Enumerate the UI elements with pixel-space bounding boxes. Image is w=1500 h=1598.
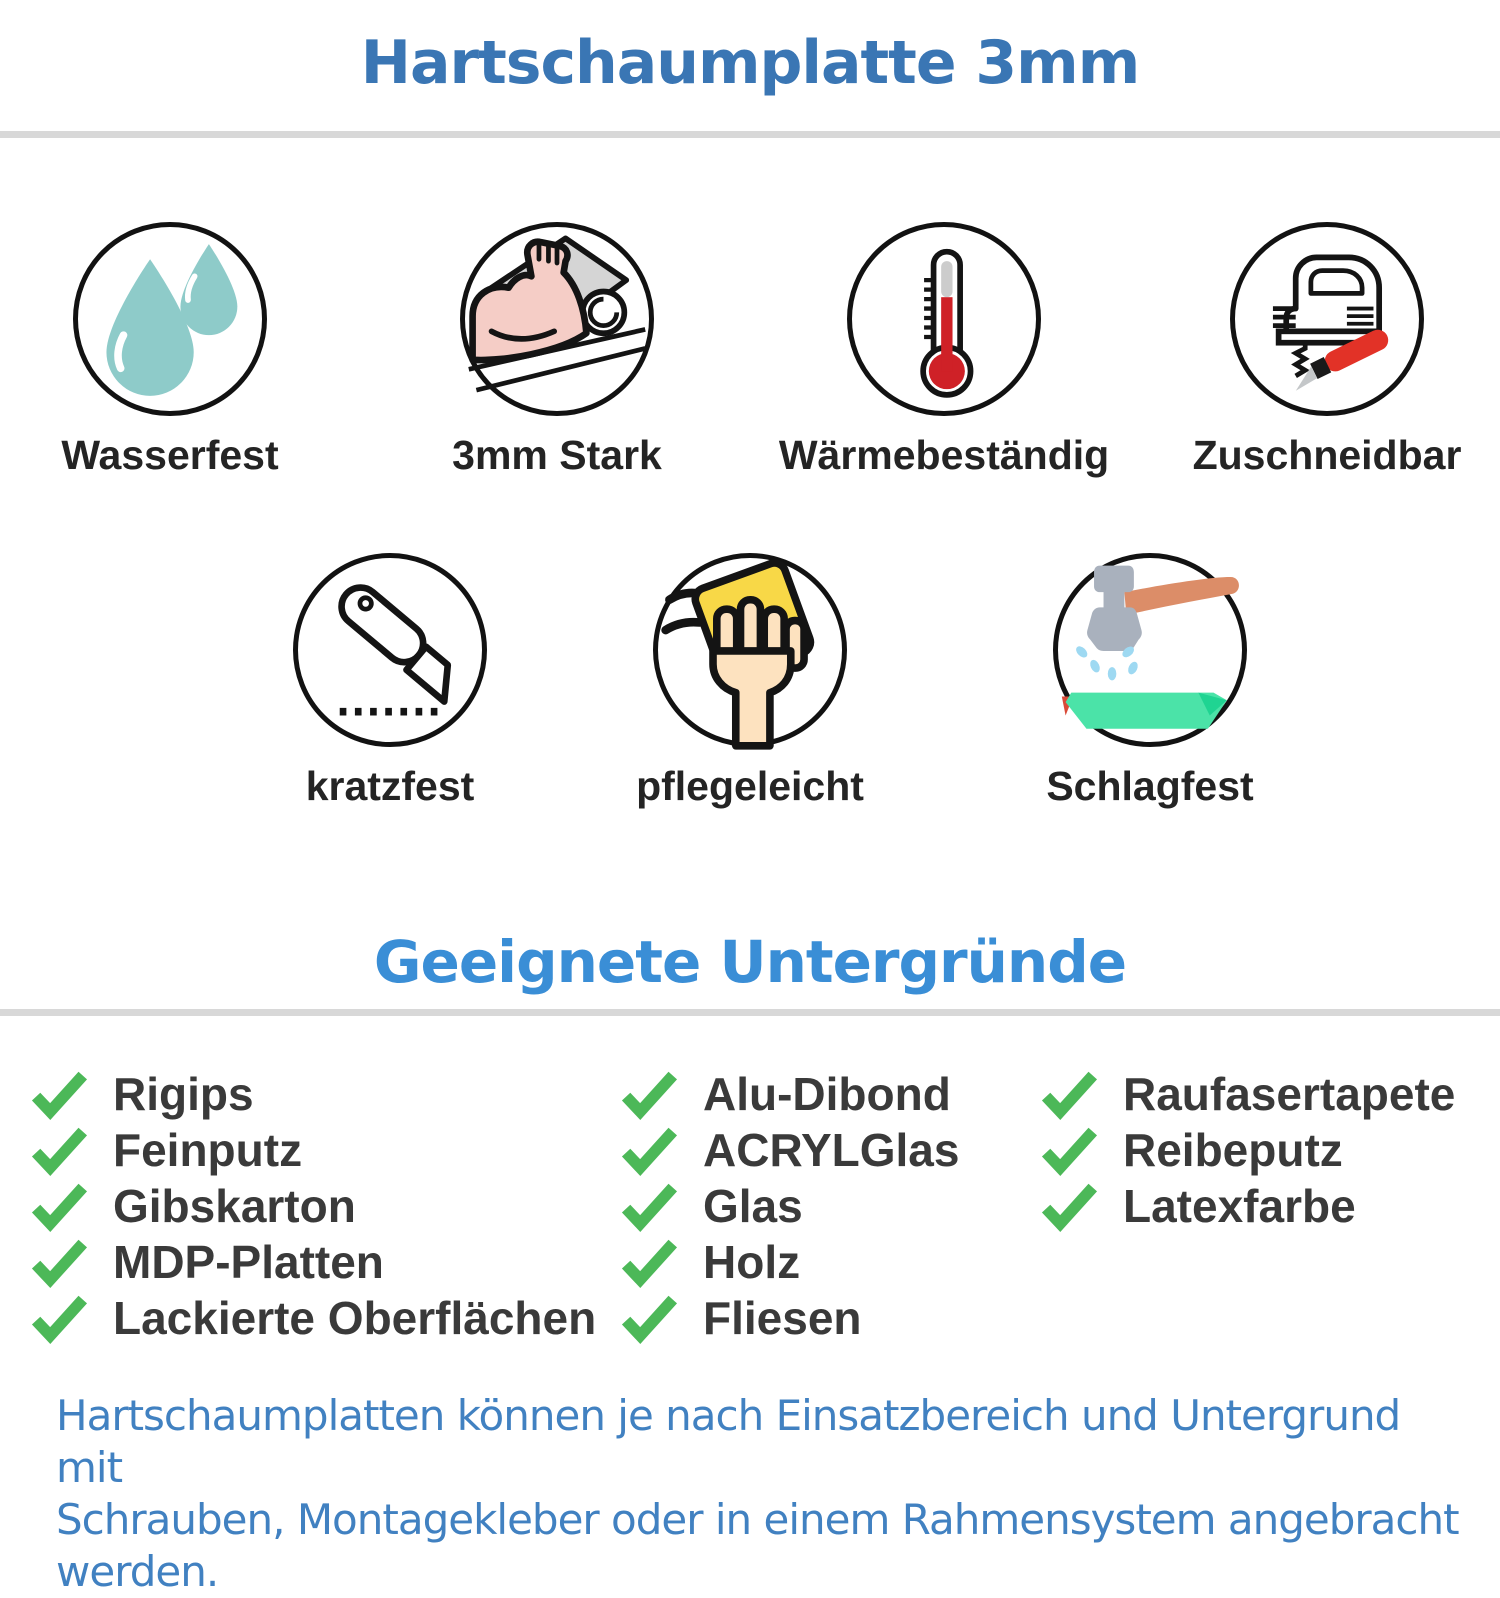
feature-label: Wasserfest <box>61 432 279 478</box>
feature-label: Wärmebeständig <box>778 432 1110 478</box>
list-item <box>622 1066 959 1122</box>
list-item <box>32 1122 596 1178</box>
check-icon <box>1042 1184 1096 1228</box>
substrates-column-3 <box>1042 1066 1455 1234</box>
feature-circle <box>1053 553 1247 747</box>
hammer-impact-icon <box>1058 558 1242 742</box>
substrates-column-2 <box>622 1066 959 1346</box>
check-icon <box>32 1184 86 1228</box>
substrate-label: Gibskarton <box>113 1180 356 1232</box>
check-icon <box>32 1240 86 1284</box>
feature-wasserfest <box>0 222 340 479</box>
substrate-label: Raufasertapete <box>1123 1068 1456 1120</box>
feature-waermebestaendig <box>774 222 1114 479</box>
feature-3mm-stark <box>387 222 727 479</box>
list-item <box>32 1234 596 1290</box>
footer-note <box>56 1390 1476 1598</box>
substrate-label: Reibeputz <box>1123 1124 1343 1176</box>
jigsaw-knife-icon <box>1235 227 1419 411</box>
feature-circle <box>293 553 487 747</box>
check-icon <box>622 1184 676 1228</box>
feature-circle <box>1230 222 1424 416</box>
feature-circle <box>460 222 654 416</box>
wiping-hand-cloth-icon <box>658 558 842 742</box>
list-item <box>622 1290 959 1346</box>
footer-line-1: Hartschaumplatten können je nach Einsatzbereich und Untergrund mit <box>56 1391 1401 1492</box>
footer-line-2: Schrauben, Montagekleber oder in einem Rahmensystem angebracht werden. <box>56 1495 1459 1596</box>
thermometer-icon <box>852 227 1036 411</box>
list-item <box>1042 1122 1455 1178</box>
substrate-label: Latexfarbe <box>1123 1180 1356 1232</box>
feature-kratzfest <box>220 553 560 810</box>
feature-circle <box>73 222 267 416</box>
feature-schlagfest <box>980 553 1320 810</box>
check-icon <box>32 1072 86 1116</box>
list-item <box>32 1066 596 1122</box>
substrate-label: Feinputz <box>113 1124 303 1176</box>
substrate-label: Glas <box>703 1180 803 1232</box>
list-item <box>622 1178 959 1234</box>
substrate-label: MDP-Platten <box>113 1236 384 1288</box>
list-item <box>622 1234 959 1290</box>
feature-circle <box>847 222 1041 416</box>
check-icon <box>622 1240 676 1284</box>
check-icon <box>1042 1072 1096 1116</box>
list-item <box>32 1178 596 1234</box>
check-icon <box>622 1072 676 1116</box>
list-item <box>1042 1178 1455 1234</box>
substrate-label: Fliesen <box>703 1292 862 1344</box>
divider-bar <box>0 1009 1500 1016</box>
flexed-arm-roll-icon <box>465 227 649 411</box>
feature-label: Schlagfest <box>1046 763 1254 809</box>
list-item <box>622 1122 959 1178</box>
check-icon <box>622 1296 676 1340</box>
list-item <box>1042 1066 1455 1122</box>
substrate-label: ACRYLGlas <box>703 1124 960 1176</box>
section-title: Geeignete Untergründe <box>373 928 1127 996</box>
water-drops-icon <box>78 227 262 411</box>
check-icon <box>32 1296 86 1340</box>
list-item <box>32 1290 596 1346</box>
feature-label: 3mm Stark <box>452 432 662 478</box>
feature-pflegeleicht <box>580 553 920 810</box>
check-icon <box>32 1128 86 1172</box>
feature-label: Zuschneidbar <box>1192 432 1462 478</box>
substrate-label: Rigips <box>113 1068 254 1120</box>
substrate-label: Lackierte Oberflächen <box>113 1292 597 1344</box>
page-title: Hartschaumplatte 3mm <box>360 28 1140 98</box>
divider-bar <box>0 131 1500 138</box>
substrate-label: Alu-Dibond <box>703 1068 951 1120</box>
feature-zuschneidbar <box>1157 222 1497 479</box>
feature-label: pflegeleicht <box>636 763 864 809</box>
feature-circle <box>653 553 847 747</box>
check-icon <box>1042 1128 1096 1172</box>
substrate-label: Holz <box>703 1236 801 1288</box>
feature-label: kratzfest <box>305 763 475 809</box>
substrates-column-1 <box>32 1066 596 1346</box>
utility-knife-icon <box>298 558 482 742</box>
check-icon <box>622 1128 676 1172</box>
